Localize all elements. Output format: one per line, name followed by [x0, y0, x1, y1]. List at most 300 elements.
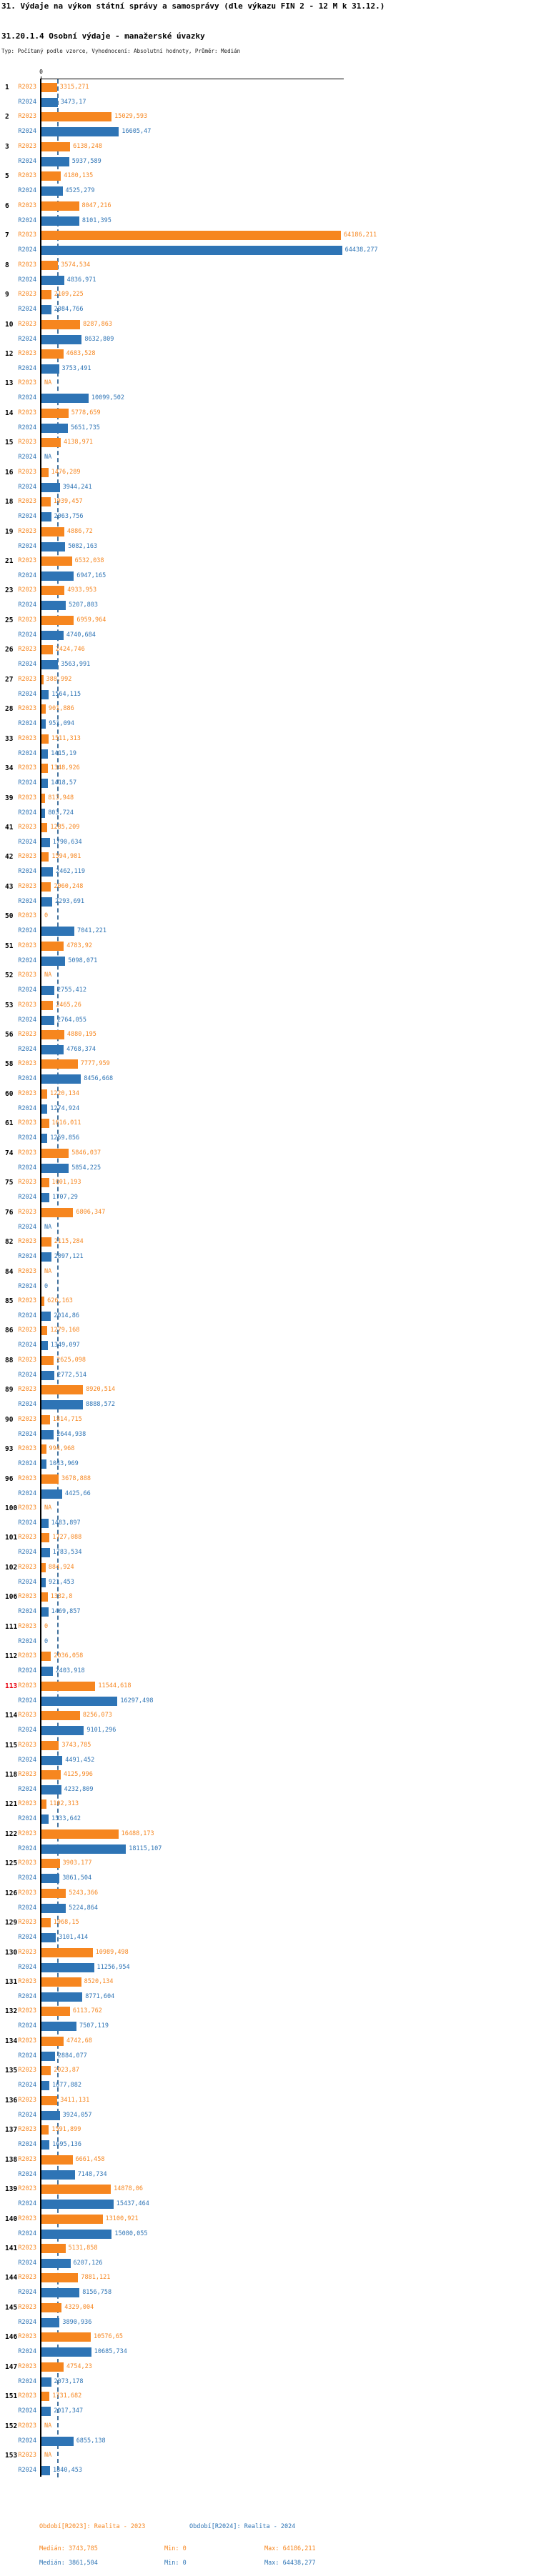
bar-r2024[interactable]: [41, 2259, 71, 2268]
bar-r2024[interactable]: [41, 2230, 111, 2239]
row-group: [5, 434, 344, 464]
bar-r2023[interactable]: [41, 320, 80, 329]
bar-r2024[interactable]: [41, 2170, 75, 2180]
bar-r2024[interactable]: [41, 157, 69, 166]
row-id-label: 93: [5, 1445, 14, 1454]
bar-r2023[interactable]: [41, 823, 47, 832]
bar-r2024[interactable]: [41, 1312, 51, 1321]
bar-r2023[interactable]: [41, 882, 51, 892]
bar-r2024[interactable]: [41, 276, 64, 285]
bar-r2024[interactable]: [41, 542, 65, 551]
bar-value-label: 5846,037: [71, 1149, 101, 1157]
series-label-r2024: R2024: [18, 749, 36, 757]
bar-row-r2023: [5, 1533, 344, 1542]
bar-r2023[interactable]: [41, 1711, 80, 1720]
series-label-r2024: R2024: [18, 157, 36, 165]
bar-r2023[interactable]: [41, 349, 64, 359]
bar-value-label: 3574,534: [61, 261, 91, 269]
series-label-r2023: R2023: [18, 2215, 36, 2222]
series-label-r2024: R2024: [18, 779, 36, 787]
bar-row-r2023: [5, 2332, 344, 2342]
bar-r2023[interactable]: [41, 2155, 73, 2165]
bar-r2023[interactable]: [41, 142, 70, 151]
row-id-label: 121: [5, 1800, 18, 1809]
bar-row-r2023: [5, 1208, 344, 1217]
bar-row-r2023: [5, 823, 344, 832]
series-label-r2024: R2024: [18, 2200, 36, 2208]
bar-r2024[interactable]: [41, 1430, 54, 1439]
bar-row-r2024: [18, 2377, 344, 2387]
bar-row-r2024: [18, 1104, 344, 1114]
bar-r2024[interactable]: [41, 838, 50, 847]
series-label-r2024: R2024: [18, 2437, 36, 2445]
row-group: [5, 257, 344, 286]
bar-row-r2024: [18, 483, 344, 492]
series-label-r2024: R2024: [18, 1756, 36, 1764]
row-id-label: 85: [5, 1297, 14, 1305]
bar-r2024[interactable]: [41, 1548, 50, 1557]
bar-r2024[interactable]: [41, 2052, 55, 2061]
bar-r2023[interactable]: [41, 2007, 70, 2016]
row-group: [5, 1412, 344, 1441]
bar-r2023[interactable]: [41, 2066, 51, 2075]
bar-r2024[interactable]: [41, 986, 54, 995]
bar-value-label: NA: [44, 2422, 52, 2430]
bar-r2023[interactable]: [41, 231, 341, 240]
bar-value-label: 2036,058: [54, 1652, 84, 1660]
bar-r2023[interactable]: [41, 201, 79, 211]
bar-r2024[interactable]: [41, 1756, 62, 1765]
bar-r2024[interactable]: [41, 1519, 49, 1528]
bar-r2024[interactable]: [41, 512, 51, 521]
row-group: [5, 1826, 344, 1855]
bar-value-label: 1102,313: [49, 1800, 79, 1808]
bar-row-r2023: [5, 2185, 344, 2194]
series-label-r2023: R2023: [18, 557, 36, 564]
bar-r2023[interactable]: [41, 556, 72, 566]
bar-r2023[interactable]: [41, 586, 64, 595]
bar-r2023[interactable]: [41, 1001, 53, 1010]
bar-r2024[interactable]: [41, 1016, 54, 1025]
row-group: [5, 672, 344, 701]
bar-r2023[interactable]: [41, 1385, 83, 1394]
series-label-r2023: R2023: [18, 1149, 36, 1157]
bar-r2023[interactable]: [41, 794, 45, 803]
bar-r2023[interactable]: [41, 2215, 103, 2224]
series-label-r2024: R2024: [18, 1993, 36, 2000]
bar-value-label: 5243,366: [69, 1889, 99, 1897]
series-label-r2023: R2023: [18, 912, 36, 920]
series-label-r2023: R2023: [18, 2007, 36, 2015]
bar-r2024[interactable]: [41, 1785, 61, 1794]
bar-r2023[interactable]: [41, 2362, 64, 2372]
bar-r2024[interactable]: [41, 394, 89, 403]
bar-row-r2024: [18, 1904, 344, 1913]
bar-value-label: 10685,734: [94, 2348, 127, 2356]
bar-r2023[interactable]: [41, 1652, 51, 1661]
bar-row-r2024: [18, 2288, 344, 2297]
bar-r2023[interactable]: [41, 2303, 61, 2312]
bar-value-label: 8456,668: [84, 1075, 114, 1083]
bar-r2023[interactable]: [41, 1415, 50, 1424]
bar-r2024[interactable]: [41, 2200, 114, 2209]
bar-row-r2024: [18, 2437, 344, 2446]
bar-r2024[interactable]: [41, 246, 342, 255]
bar-r2023[interactable]: [41, 171, 61, 181]
bar-value-label: 0: [44, 1622, 49, 1630]
series-label-r2024: R2024: [18, 2407, 36, 2415]
bar-r2024[interactable]: [41, 2347, 91, 2357]
bar-r2023[interactable]: [41, 1444, 46, 1454]
bar-row-r2023: [5, 1918, 344, 1927]
bar-r2024[interactable]: [41, 1933, 56, 1942]
bar-r2024[interactable]: [41, 186, 63, 196]
row-id-label: 102: [5, 1563, 18, 1572]
bar-r2024[interactable]: [41, 305, 51, 314]
bar-value-label: 1727,088: [52, 1534, 82, 1542]
bar-r2024[interactable]: [41, 2318, 59, 2327]
bar-r2024[interactable]: [41, 809, 45, 818]
bar-r2024[interactable]: [41, 127, 119, 136]
bar-r2023[interactable]: [41, 1533, 49, 1542]
bar-row-r2024: [18, 1785, 344, 1794]
bar-r2024[interactable]: [41, 2377, 51, 2387]
series-label-r2023: R2023: [18, 2096, 36, 2104]
bar-r2023[interactable]: [41, 1889, 66, 1898]
bar-row-r2023: [5, 527, 344, 536]
bar-value-label: 15029,593: [114, 113, 148, 121]
bar-value-label: 388,992: [46, 675, 72, 683]
bar-r2024[interactable]: [41, 2111, 60, 2120]
bar-r2023[interactable]: [41, 1770, 61, 1779]
bar-r2024[interactable]: [41, 779, 48, 788]
bar-row-r2024: [18, 1548, 344, 1557]
series-label-r2024: R2024: [18, 1430, 36, 1438]
bar-value-label: 8920,514: [86, 1386, 116, 1394]
bar-r2024[interactable]: [41, 1814, 49, 1824]
bar-r2024[interactable]: [41, 2407, 51, 2416]
bar-r2024[interactable]: [41, 1104, 47, 1114]
bar-r2023[interactable]: [41, 2096, 57, 2105]
bar-r2023[interactable]: [41, 1149, 69, 1158]
bar-r2024[interactable]: [41, 364, 59, 374]
bar-r2023[interactable]: [41, 1178, 49, 1187]
bar-r2024[interactable]: [41, 1193, 49, 1202]
series-label-r2024: R2024: [18, 2377, 36, 2385]
series-label-r2023: R2023: [18, 1770, 36, 1778]
bar-r2023[interactable]: [41, 1119, 49, 1128]
bar-r2024[interactable]: [41, 601, 66, 610]
bar-r2024[interactable]: [41, 1045, 64, 1054]
bar-r2023[interactable]: [41, 852, 49, 862]
bar-r2024[interactable]: [41, 1726, 84, 1735]
bar-value-label: 6947,165: [76, 572, 106, 579]
row-id-label: 100: [5, 1504, 18, 1512]
series-label-r2023: R2023: [18, 468, 36, 476]
bar-r2023[interactable]: [41, 1356, 54, 1365]
bar-value-label: 5207,803: [69, 601, 98, 609]
row-group: [5, 1234, 344, 1263]
bar-value-label: 2293,691: [55, 897, 84, 905]
bar-r2023[interactable]: [41, 468, 49, 477]
legend-series-2023: Období[R2023]: Realita - 2023: [39, 2523, 146, 2530]
bar-r2024[interactable]: [41, 1963, 94, 1972]
series-label-r2024: R2024: [18, 306, 36, 314]
bar-r2023[interactable]: [41, 112, 111, 121]
bar-r2024[interactable]: [41, 2022, 76, 2031]
bar-r2024[interactable]: [41, 1074, 81, 1084]
bar-r2023[interactable]: [41, 1208, 73, 1217]
row-group: [5, 849, 344, 878]
bar-r2024[interactable]: [41, 897, 52, 907]
row-group: [5, 524, 344, 553]
row-id-label: 84: [5, 1267, 14, 1276]
row-group: [5, 1264, 344, 1293]
bar-r2024[interactable]: [41, 2140, 49, 2150]
bar-r2023[interactable]: [41, 1030, 64, 1039]
bar-r2024[interactable]: [41, 1400, 83, 1409]
bar-r2024[interactable]: [41, 719, 46, 729]
bar-row-r2023: [5, 1001, 344, 1010]
series-label-r2023: R2023: [18, 764, 36, 772]
bar-r2024[interactable]: [41, 867, 53, 877]
series-label-r2023: R2023: [18, 1238, 36, 1246]
bar-row-r2024: [18, 276, 344, 285]
bar-r2024[interactable]: [41, 424, 68, 433]
bar-r2024[interactable]: [41, 1252, 51, 1262]
bar-value-label: 4886,72: [66, 527, 93, 535]
series-label-r2023: R2023: [18, 1297, 36, 1304]
bar-r2023[interactable]: [41, 2244, 66, 2253]
bar-r2023[interactable]: [41, 1592, 48, 1602]
bar-value-label: 994,968: [49, 1445, 75, 1453]
bar-r2024[interactable]: [41, 957, 65, 966]
bar-r2024[interactable]: [41, 1874, 59, 1883]
bar-value-label: 1840,453: [53, 2467, 82, 2474]
bar-r2024[interactable]: [41, 660, 58, 669]
bar-row-r2023: [5, 290, 344, 299]
bar-r2023[interactable]: [41, 1297, 44, 1306]
bar-r2023[interactable]: [41, 1859, 60, 1868]
row-group: [5, 1945, 344, 1974]
bar-r2024[interactable]: [41, 1607, 49, 1617]
bar-r2023[interactable]: [41, 290, 51, 299]
bar-r2023[interactable]: [41, 1829, 119, 1839]
stat-max-2024: Max: 64438,277: [264, 2560, 316, 2567]
stat-min-2023: Min: 0: [164, 2545, 187, 2552]
series-label-r2023: R2023: [18, 2452, 36, 2459]
bar-value-label: 4933,953: [67, 586, 97, 594]
series-label-r2023: R2023: [18, 231, 36, 239]
stat-median-2024: Medián: 3861,504: [39, 2560, 98, 2567]
bar-value-label: 1415,19: [51, 749, 77, 757]
bar-value-label: NA: [44, 454, 52, 461]
bar-r2024[interactable]: [41, 571, 74, 581]
bar-r2024[interactable]: [41, 1578, 46, 1587]
bar-r2024[interactable]: [41, 2081, 49, 2090]
bar-r2024[interactable]: [41, 1489, 62, 1499]
bar-value-label: 1349,097: [50, 1342, 80, 1349]
bar-r2023[interactable]: [41, 1059, 78, 1069]
series-label-r2024: R2024: [18, 1104, 36, 1112]
bar-r2024[interactable]: [41, 2437, 74, 2446]
bar-r2023[interactable]: [41, 1237, 51, 1247]
bar-r2023[interactable]: [41, 1799, 46, 1809]
bar-value-label: 2115,284: [54, 1238, 84, 1246]
row-id-label: 111: [5, 1622, 18, 1631]
bar-row-r2023: [5, 1089, 344, 1099]
bar-row-r2023: [5, 1563, 344, 1572]
bar-row-r2023: [5, 320, 344, 329]
bar-value-label: NA: [44, 1267, 52, 1275]
bar-r2023[interactable]: [41, 942, 64, 951]
bar-r2023[interactable]: [41, 1682, 95, 1691]
bar-r2024[interactable]: [41, 216, 79, 226]
bar-r2023[interactable]: [41, 261, 58, 270]
bar-r2023[interactable]: [41, 1563, 46, 1572]
bar-r2023[interactable]: [41, 2125, 49, 2135]
series-label-r2024: R2024: [18, 2111, 36, 2119]
series-label-r2024: R2024: [18, 1608, 36, 1616]
bar-r2023[interactable]: [41, 1089, 47, 1099]
bar-r2023[interactable]: [41, 2332, 91, 2342]
bar-r2023[interactable]: [41, 675, 44, 684]
series-label-r2023: R2023: [18, 1563, 36, 1571]
series-label-r2023: R2023: [18, 379, 36, 387]
bar-value-label: 6532,038: [74, 557, 104, 564]
bar-value-label: 1274,924: [50, 1104, 80, 1112]
bar-r2023[interactable]: [41, 1977, 81, 1987]
bar-row-r2024: [18, 867, 344, 877]
bar-r2024[interactable]: [41, 1904, 66, 1913]
bar-r2024[interactable]: [41, 1697, 117, 1706]
row-group: [5, 2003, 344, 2032]
bar-r2024[interactable]: [41, 1134, 47, 1143]
row-id-label: 10: [5, 320, 14, 329]
bar-value-label: 4836,971: [66, 276, 96, 284]
bar-r2024[interactable]: [41, 1992, 82, 2002]
bar-value-label: 2644,938: [56, 1430, 86, 1438]
series-label-r2023: R2023: [18, 320, 36, 328]
bar-r2024[interactable]: [41, 1164, 69, 1173]
bar-value-label: 4180,135: [64, 172, 94, 180]
bar-r2024[interactable]: [41, 2466, 50, 2475]
bar-value-label: 3924,057: [62, 2111, 92, 2119]
bar-r2023[interactable]: [41, 764, 48, 773]
series-label-r2024: R2024: [18, 335, 36, 343]
row-id-label: 18: [5, 498, 14, 506]
bar-r2023[interactable]: [41, 2273, 78, 2282]
row-id-label: 114: [5, 1712, 18, 1720]
series-label-r2024: R2024: [18, 690, 36, 698]
bar-r2023[interactable]: [41, 616, 74, 625]
bar-value-label: 8287,863: [83, 320, 113, 328]
bar-row-r2024: [18, 1312, 344, 1321]
bar-r2024[interactable]: [41, 1341, 48, 1350]
series-label-r2024: R2024: [18, 1874, 36, 1882]
bar-r2023[interactable]: [41, 2392, 49, 2401]
bar-row-r2023: [5, 497, 344, 506]
bar-r2023[interactable]: [41, 704, 46, 714]
row-id-label: 25: [5, 616, 14, 624]
bar-row-r2023: [5, 2125, 344, 2135]
bar-value-label: 2772,514: [57, 1371, 87, 1379]
bar-row-r2023: [5, 852, 344, 862]
series-label-r2024: R2024: [18, 2259, 36, 2267]
bar-value-label: 16297,498: [120, 1697, 154, 1704]
bar-value-label: 6138,248: [73, 142, 103, 150]
bar-r2024[interactable]: [41, 927, 74, 936]
bar-row-r2023: [5, 349, 344, 359]
bar-r2024[interactable]: [41, 1459, 46, 1469]
bar-r2024[interactable]: [41, 2288, 79, 2297]
row-group: [5, 139, 344, 168]
bar-value-label: 16488,173: [121, 1829, 154, 1837]
bar-r2023[interactable]: [41, 83, 57, 92]
bar-value-label: 6113,762: [72, 2007, 102, 2015]
bar-r2024[interactable]: [41, 749, 48, 759]
bar-row-r2023: [5, 2244, 344, 2253]
bar-r2024[interactable]: [41, 98, 58, 107]
row-group: [5, 1648, 344, 1677]
bar-r2023[interactable]: [41, 1918, 51, 1927]
series-label-r2023: R2023: [18, 705, 36, 713]
row-group: [5, 1885, 344, 1914]
row-id-label: 146: [5, 2333, 18, 2342]
bar-r2023[interactable]: [41, 527, 64, 536]
bar-row-r2024: [18, 1164, 344, 1173]
series-label-r2023: R2023: [18, 1208, 36, 1216]
bar-r2023[interactable]: [41, 409, 69, 418]
bar-r2024[interactable]: [41, 335, 81, 344]
bar-row-r2024: [18, 246, 378, 255]
row-group: [5, 1678, 344, 1707]
bar-r2023[interactable]: [41, 1474, 59, 1484]
row-id-label: 56: [5, 1031, 14, 1039]
bar-r2023[interactable]: [41, 1326, 47, 1335]
bar-r2024[interactable]: [41, 631, 64, 640]
bar-r2024[interactable]: [41, 1667, 53, 1676]
bar-r2023[interactable]: [41, 2185, 111, 2194]
bar-r2024[interactable]: [41, 690, 49, 699]
chart-subtitle: Typ: Počítaný podle vzorce, Vyhodnocení: Absolutní hodnoty, Průměr: Medián: [1, 48, 241, 54]
row-id-label: 82: [5, 1238, 14, 1247]
bar-r2023[interactable]: [41, 1741, 59, 1750]
bar-r2024[interactable]: [41, 1371, 54, 1380]
bar-value-label: 813,948: [48, 794, 74, 802]
bar-row-r2024: [18, 1874, 344, 1883]
bar-r2023[interactable]: [41, 1948, 93, 1957]
bar-row-r2023: [5, 882, 344, 892]
bar-row-r2023: [5, 142, 344, 151]
bar-value-label: 8888,572: [86, 1401, 115, 1409]
bar-row-r2024: [18, 1607, 344, 1617]
bar-row-r2024: [18, 897, 344, 907]
bar-r2023[interactable]: [41, 2037, 64, 2046]
series-label-r2024: R2024: [18, 424, 36, 431]
bar-value-label: 951,094: [49, 720, 75, 728]
bar-r2023[interactable]: [41, 438, 61, 447]
bar-r2023[interactable]: [41, 734, 49, 744]
bar-value-label: 1939,457: [53, 498, 83, 506]
row-group: [5, 1619, 344, 1648]
series-label-r2024: R2024: [18, 99, 36, 106]
bar-r2023[interactable]: [41, 497, 51, 506]
bar-r2024[interactable]: [41, 483, 60, 492]
bar-r2024[interactable]: [41, 1844, 126, 1854]
bar-r2023[interactable]: [41, 645, 53, 654]
series-label-r2023: R2023: [18, 2037, 36, 2045]
